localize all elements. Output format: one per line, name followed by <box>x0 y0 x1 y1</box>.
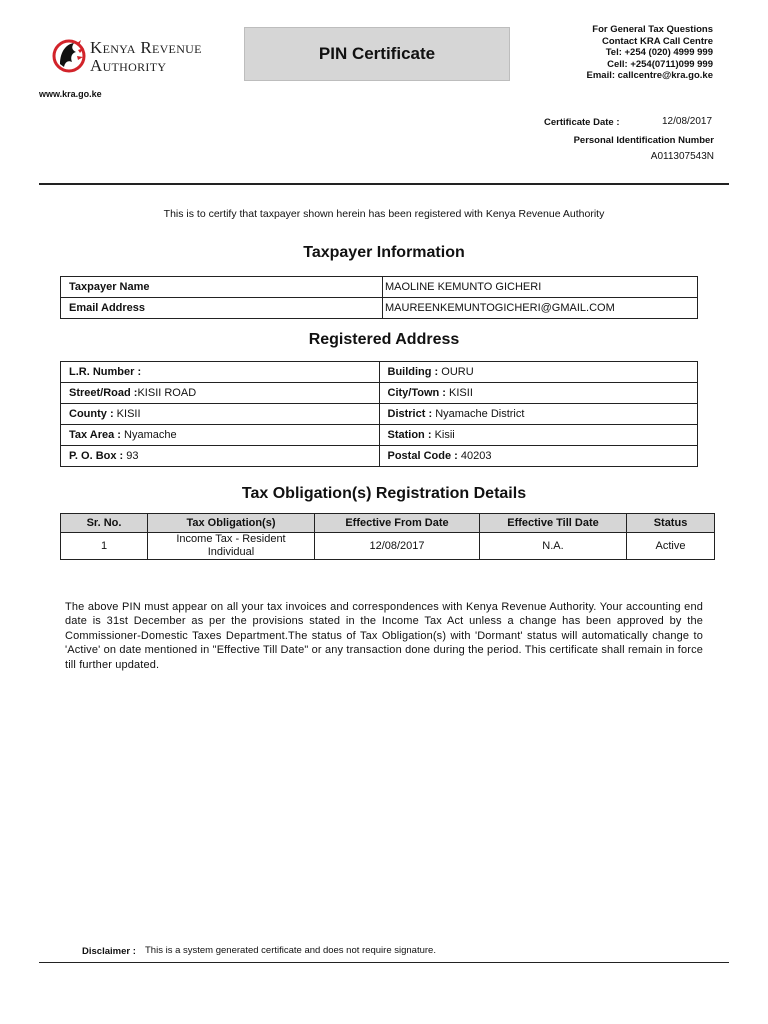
certify-statement: This is to certify that taxpayer shown herein has been registered with Kenya Revenue Authority <box>163 208 605 220</box>
address-cell <box>61 446 380 467</box>
pin-value: A011307543N <box>650 151 714 162</box>
org-name <box>90 39 202 75</box>
city-value: KISII <box>449 387 473 399</box>
contact-line: For General Tax Questions <box>592 24 713 35</box>
table-row <box>61 425 698 446</box>
table-row <box>61 404 698 425</box>
address-cell <box>61 383 380 404</box>
org-name-line2: Authority <box>90 56 167 75</box>
table-row <box>61 383 698 404</box>
contact-email[interactable]: Email: callcentre@kra.go.ke <box>586 70 713 81</box>
obligations-heading: Tax Obligation(s) Registration Details <box>241 485 527 502</box>
pobox-label: P. O. Box : <box>69 450 124 462</box>
address-cell <box>61 404 380 425</box>
obligations-table <box>60 513 715 560</box>
street-label: Street/Road : <box>69 387 138 399</box>
page-title <box>244 27 510 81</box>
table-row <box>61 446 698 467</box>
lion-emblem-icon <box>52 34 86 78</box>
county-value: KISII <box>116 408 141 420</box>
address-cell <box>379 362 698 383</box>
contact-line: Cell: +254(0711)099 999 <box>607 58 713 70</box>
column-header: Effective From Date <box>315 514 480 533</box>
district-label: District : <box>387 408 433 420</box>
address-cell <box>379 446 698 467</box>
sr-cell: 1 <box>61 533 148 560</box>
table-header-row <box>61 514 715 533</box>
taxpayer-table <box>60 276 698 319</box>
email-label: Email Address <box>61 298 383 319</box>
table-row <box>61 533 715 560</box>
city-label: City/Town : <box>387 387 446 399</box>
contact-block <box>587 24 714 82</box>
certificate-date-label: Certificate Date : <box>544 117 620 128</box>
footer-divider <box>39 962 729 963</box>
pobox-value: 93 <box>126 450 139 462</box>
column-header: Effective Till Date <box>480 514 627 533</box>
lr-label: L.R. Number : <box>69 366 142 378</box>
disclaimer-text: This is a system generated certificate and does not require signature. <box>145 945 436 956</box>
till-date-cell: N.A. <box>480 533 627 560</box>
status-cell: Active <box>627 533 715 560</box>
address-cell <box>379 404 698 425</box>
district-value: Nyamache District <box>435 408 525 420</box>
notice-paragraph: The above PIN must appear on all your tax invoices and correspondences with Kenya Revenue Authority. Your accounting end date is 31st December as per the provisions stated in the Income Tax Act unless a change has been approved by the Commissioner-Domestic Taxes Department.The status of Tax Obligation(s) with 'Dormant' status will automatically change to 'Active' on date mentioned in "Effective Till Date" or any transaction done during the period. This certificate shall remain in force till further updated. <box>65 601 703 671</box>
address-table <box>60 361 698 467</box>
contact-line: Tel: +254 (020) 4999 999 <box>605 47 713 58</box>
taxarea-value: Nyamache <box>124 429 177 441</box>
column-header: Status <box>627 514 715 533</box>
address-cell <box>61 425 380 446</box>
table-row <box>61 277 698 298</box>
building-label: Building : <box>387 366 439 378</box>
postal-label: Postal Code : <box>387 450 458 462</box>
certificate-date-value: 12/08/2017 <box>662 116 713 127</box>
obligation-cell: Income Tax - Resident Individual <box>148 533 315 560</box>
contact-line: Contact KRA Call Centre <box>601 35 713 47</box>
table-row <box>61 362 698 383</box>
kra-logo <box>52 34 237 80</box>
county-label: County : <box>69 408 114 420</box>
address-heading: Registered Address <box>308 331 460 348</box>
email-value: MAUREENKEMUNTOGICHERI@GMAIL.COM <box>383 298 698 319</box>
header-divider <box>39 183 729 185</box>
postal-value: 40203 <box>460 450 492 462</box>
address-cell <box>379 425 698 446</box>
street-value: KISII ROAD <box>137 387 197 399</box>
taxpayer-name-value: MAOLINE KEMUNTO GICHERI <box>383 277 698 298</box>
station-label: Station : <box>387 429 432 441</box>
org-name-line1: Kenya Revenue <box>90 38 202 57</box>
taxarea-label: Tax Area : <box>69 429 121 441</box>
building-value: OURU <box>441 366 474 378</box>
page-title-text: PIN Certificate <box>318 44 436 63</box>
table-row <box>61 298 698 319</box>
address-cell <box>379 383 698 404</box>
taxpayer-heading: Taxpayer Information <box>303 244 465 261</box>
website-link[interactable]: www.kra.go.ke <box>39 89 102 99</box>
column-header: Sr. No. <box>61 514 148 533</box>
address-cell <box>61 362 380 383</box>
station-value: Kisii <box>434 429 455 441</box>
pin-label: Personal Identification Number <box>573 135 714 146</box>
disclaimer-label: Disclaimer : <box>82 946 136 957</box>
from-date-cell: 12/08/2017 <box>315 533 480 560</box>
taxpayer-name-label: Taxpayer Name <box>61 277 383 298</box>
column-header: Tax Obligation(s) <box>148 514 315 533</box>
